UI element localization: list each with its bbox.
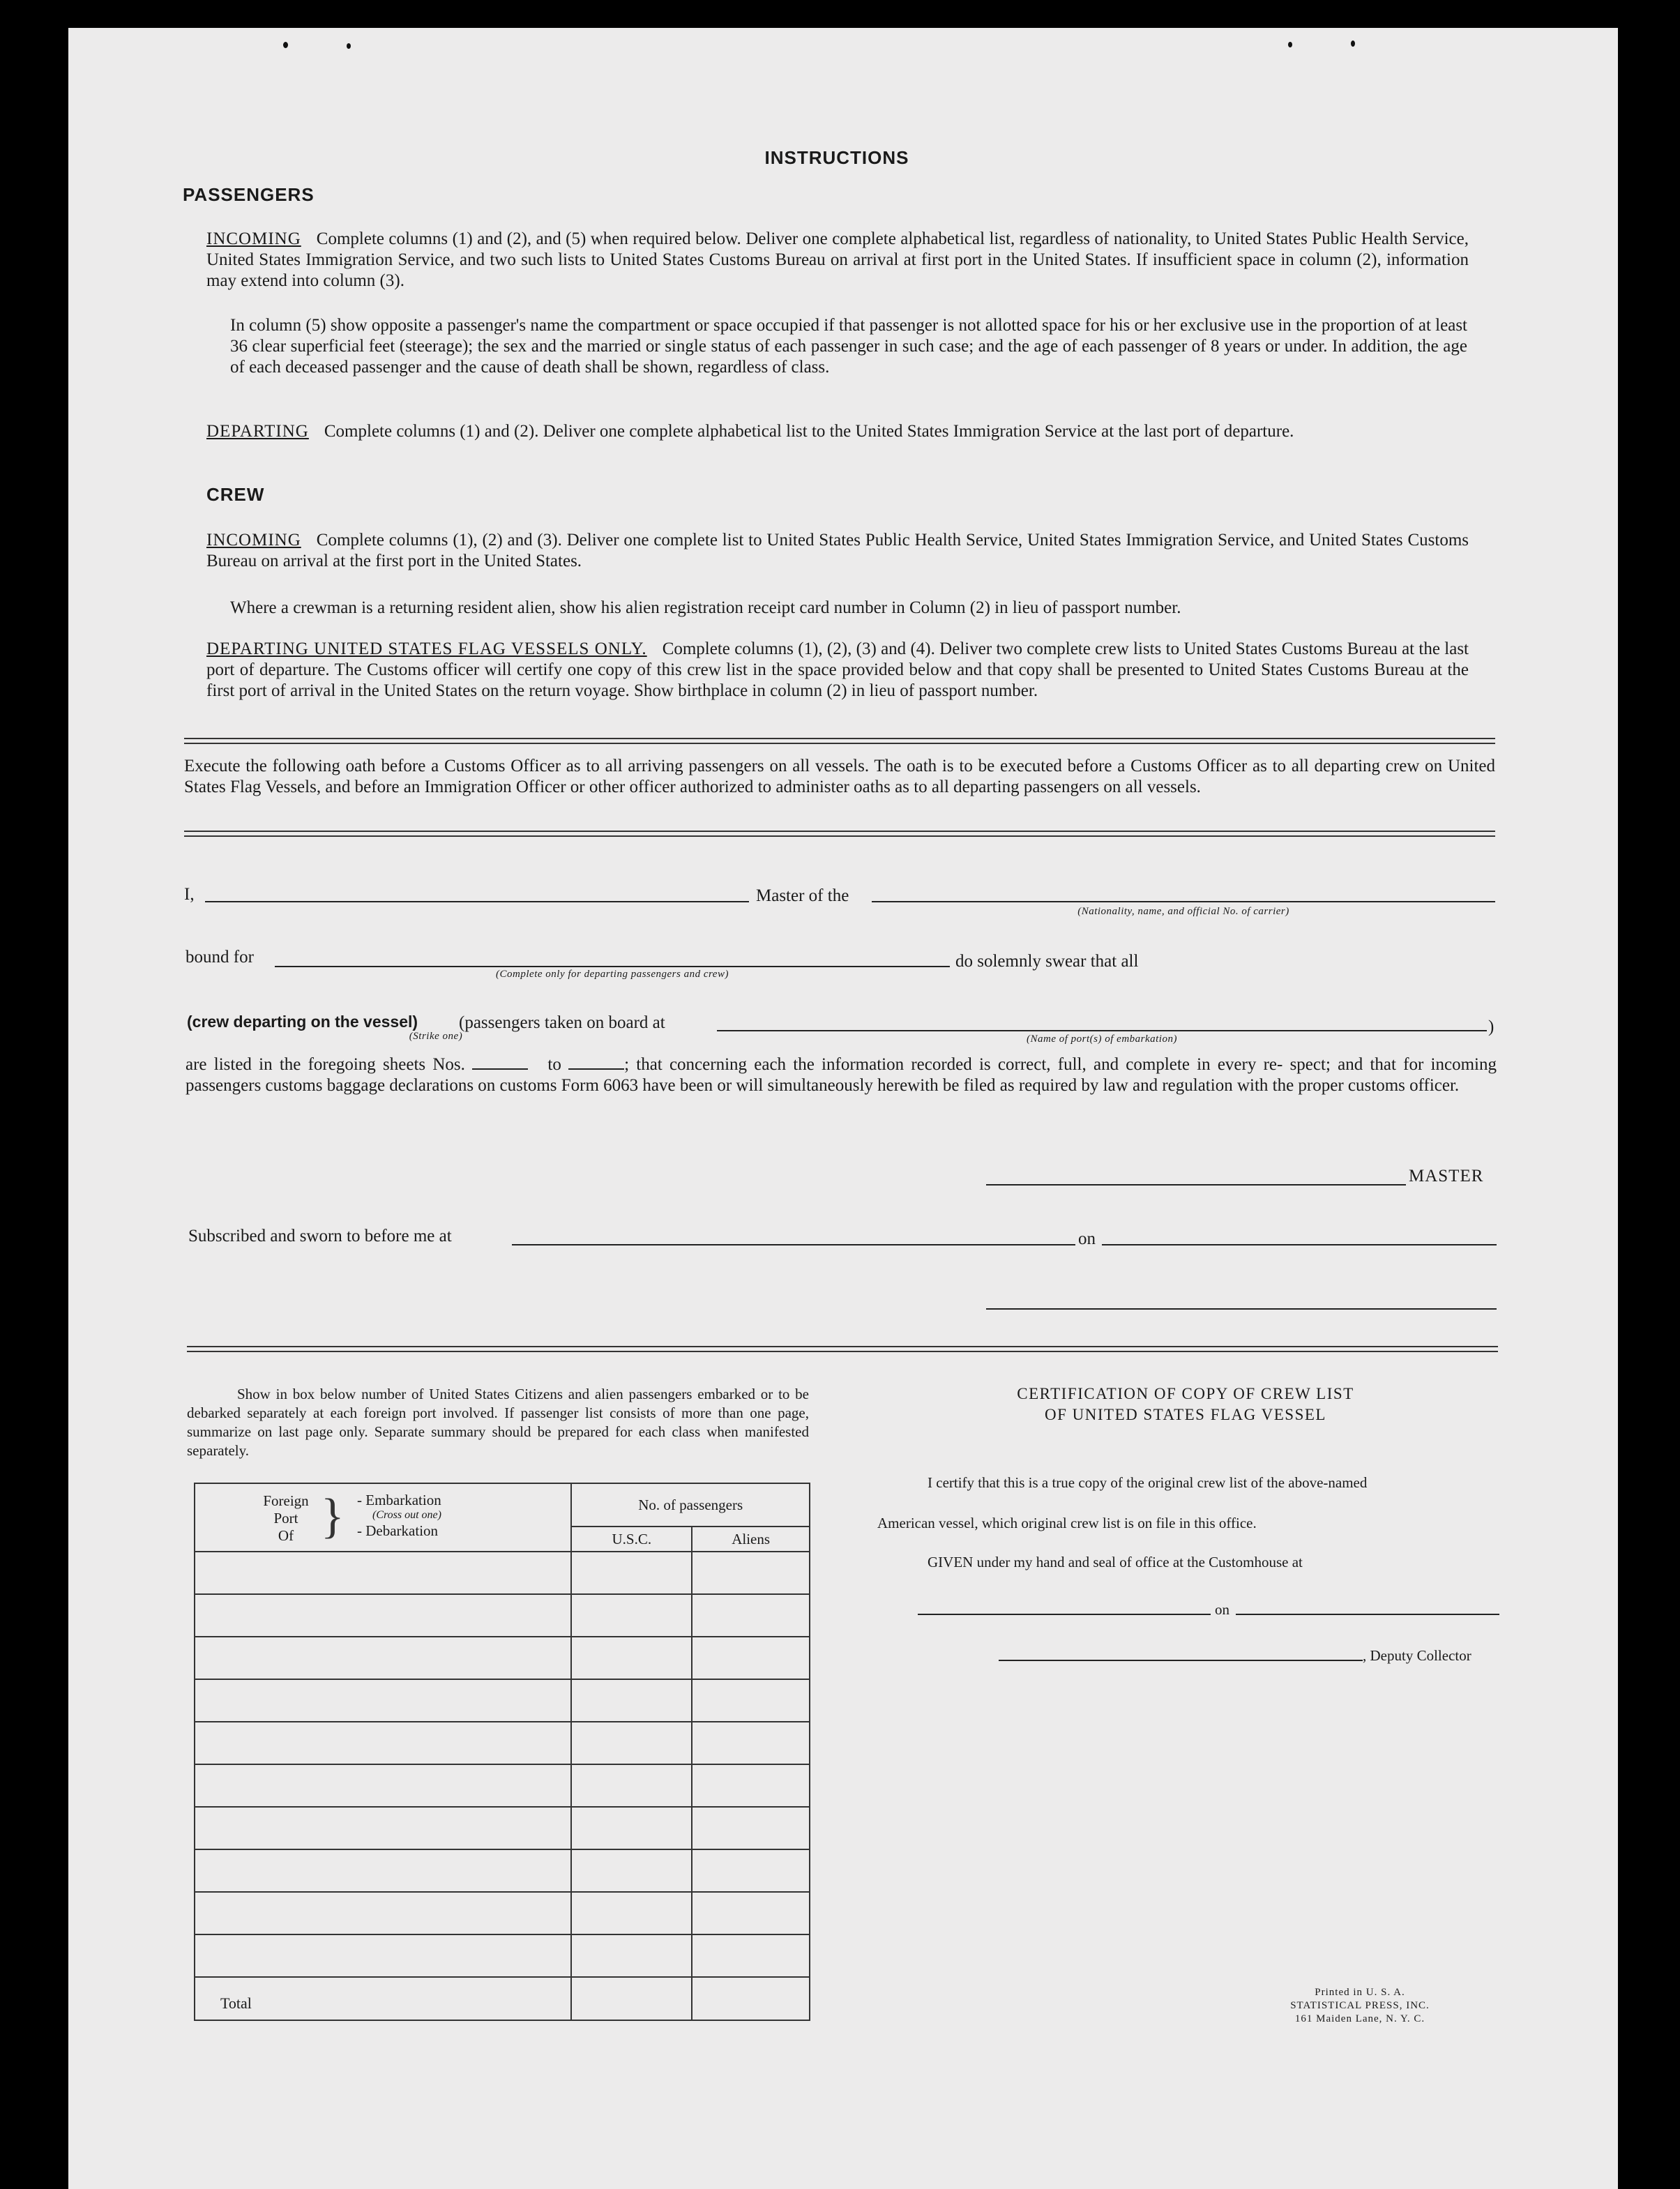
certification-heading-line2: OF UNITED STATES FLAG VESSEL [1045, 1406, 1326, 1423]
certify-line1: I certify that this is a true copy of the original crew list of the above-named [928, 1474, 1368, 1491]
crew-departing-text: Complete columns (1), (2), (3) and (4). Deliver two complete crew lists to United States Customs Bureau at the last port of departure. The Customs officer will certify one copy of this crew list in the space provided below and that copy shall be presented to United States Customs Bureau at the first port of arrival in the United States on the return voyage. Show birthplace in column (2) in lieu of passport number. [206, 639, 1469, 700]
passengers-column5-text: In column (5) show opposite a passenger's name the compartment or space occupied if that passenger is not allotted space for his or her exclusive use in the proportion of at least 36 clear superficial feet (steerage); the sex and the married or single status of each passenger in such case; and the age of each passenger of 8 years or under. In addition, the age of each deceased passenger and the cause of death shall be shown, regardless of class. [230, 316, 1467, 377]
passengers-incoming-paragraph [206, 229, 1469, 291]
foreign-port-label [258, 1492, 314, 1545]
port-cell[interactable] [195, 1722, 571, 1764]
sheet-to-field[interactable] [568, 1054, 624, 1070]
embarkation-port-field[interactable] [717, 1030, 1487, 1031]
oath-intro: Execute the following oath before a Customs Officer as to all arriving passengers on all vessels. The oath is to be executed before a Customs Officer as to all departing crew on United States Flag Vessels, and before an Immigration Officer or other officer authorized to administer oaths as to all departing passengers on all vessels. [184, 757, 1495, 796]
passengers-departing-text: Complete columns (1) and (2). Deliver one complete alphabetical list to the United States Immigration Service at the last port of departure. [324, 422, 1294, 441]
sheets-label: are listed in the foregoing sheets Nos. [186, 1055, 465, 1074]
usc-cell[interactable] [571, 1679, 692, 1722]
passenger-summary-table [194, 1483, 810, 2021]
printer-imprint [1255, 1986, 1465, 2026]
oath-i-label: I, [184, 885, 195, 904]
of-label: Of [278, 1527, 294, 1544]
usc-cell[interactable] [571, 1637, 692, 1679]
punch-mark [1351, 40, 1355, 47]
punch-mark [1288, 42, 1292, 47]
aliens-cell[interactable] [692, 1764, 810, 1807]
debarkation-label: - Debarkation [357, 1522, 439, 1539]
printer-line1: Printed in U. S. A. [1315, 1987, 1405, 1998]
usc-cell[interactable] [571, 1764, 692, 1807]
aliens-cell[interactable] [692, 1552, 810, 1594]
port-cell[interactable] [195, 1637, 571, 1679]
port-cell[interactable] [195, 1552, 571, 1594]
bound-for-field[interactable] [275, 966, 950, 967]
master-signature-field[interactable] [986, 1184, 1406, 1186]
crew-departing-paragraph [206, 639, 1469, 702]
usc-header: U.S.C. [571, 1527, 692, 1552]
usc-cell[interactable] [571, 1807, 692, 1849]
bound-for-caption: (Complete only for departing passengers and crew) [496, 969, 729, 980]
aliens-cell[interactable] [692, 1637, 810, 1679]
aliens-cell[interactable] [692, 1807, 810, 1849]
usc-cell[interactable] [571, 1934, 692, 1977]
usc-cell[interactable] [571, 1849, 692, 1892]
deputy-collector-label: , Deputy Collector [1363, 1647, 1471, 1664]
certification-heading-line1: CERTIFICATION OF COPY OF CREW LIST [1017, 1385, 1354, 1402]
port-cell[interactable] [195, 1679, 571, 1722]
printer-line2: STATISTICAL PRESS, INC. [1290, 2000, 1430, 2011]
strike-caption: (Strike one) [409, 1031, 463, 1042]
summary-instructions: Show in box below number of United States Citizens and alien passengers embarked or to be debarked separately at each foreign port involved. If passenger list consists of more than one page, summarize on last page only. Separate summary should be prepared for each class when manifested separately. [187, 1386, 809, 1459]
aliens-cell[interactable] [692, 1679, 810, 1722]
carrier-caption: (Nationality, name, and official No. of carrier) [1077, 906, 1289, 917]
embark-options [357, 1492, 441, 1538]
divider [187, 1346, 1498, 1352]
aliens-header: Aliens [692, 1527, 810, 1552]
oath-statement-line2: spect; and that for incoming passengers customs baggage declarations on customs Form 6063 have been or will simultaneously herewith be filed as required by law and regulation with the proper customs officer. [186, 1055, 1497, 1095]
crew-departing-label: DEPARTING UNITED STATES FLAG VESSELS ONLY. [206, 639, 647, 658]
officer-signature-field[interactable] [986, 1308, 1497, 1310]
foreign-label: Foreign [263, 1492, 309, 1509]
port-cell[interactable] [195, 1764, 571, 1807]
crew-heading: CREW [206, 484, 265, 505]
punch-mark [283, 42, 288, 48]
sworn-place-field[interactable] [512, 1244, 1075, 1245]
aliens-cell[interactable] [692, 1849, 810, 1892]
sheet-from-field[interactable] [472, 1054, 528, 1070]
crew-incoming-text: Complete columns (1), (2) and (3). Deliver one complete list to United States Public Health Service, United States Immigration Service, and United States Customs Bureau on arrival at the first port in the United States. [206, 531, 1469, 570]
passengers-incoming-text: Complete columns (1) and (2), and (5) when required below. Deliver one complete alphabetical list, regardless of nationality, to United States Public Health Service, United States Immigration Service, and two such lists to United States Customs Bureau on arrival at first port in the United States. If insufficient space in column (2), information may extend into column (3). [206, 229, 1469, 290]
certify-line2: American vessel, which original crew list is on file in this office. [877, 1515, 1257, 1531]
passengers-heading: PASSENGERS [183, 184, 315, 205]
crew-departing-choice: (crew departing on the vessel) [187, 1013, 418, 1031]
crew-incoming-label: INCOMING [206, 531, 301, 550]
swear-label: do solemnly swear that all [955, 952, 1139, 971]
usc-cell[interactable] [571, 1892, 692, 1934]
page-title: INSTRUCTIONS [764, 147, 909, 168]
usc-cell[interactable] [571, 1552, 692, 1594]
port-cell[interactable] [195, 1892, 571, 1934]
master-of-label: Master of the [756, 886, 849, 905]
embarkation-label: - Embarkation [357, 1492, 441, 1508]
no-passengers-header: No. of passengers [571, 1483, 810, 1527]
cert-on-label: on [1215, 1601, 1229, 1618]
usc-total-cell[interactable] [571, 1977, 692, 2020]
customhouse-field[interactable] [918, 1614, 1211, 1615]
foreign-port-header [195, 1483, 571, 1552]
usc-cell[interactable] [571, 1722, 692, 1764]
sworn-on-label: on [1078, 1229, 1096, 1248]
master-name-field[interactable] [205, 901, 749, 902]
port-label: Port [273, 1510, 298, 1527]
given-line: GIVEN under my hand and seal of office at the Customhouse at [928, 1554, 1303, 1570]
aliens-cell[interactable] [692, 1594, 810, 1637]
cross-out-caption: (Cross out one) [372, 1509, 441, 1521]
crew-resident-text: Where a crewman is a returning resident alien, show his alien registration receipt card number in Column (2) in lieu of passport number. [230, 598, 1181, 617]
printer-line3: 161 Maiden Lane, N. Y. C. [1294, 2013, 1425, 2024]
aliens-total-cell[interactable] [692, 1977, 810, 2020]
aliens-cell[interactable] [692, 1934, 810, 1977]
divider [184, 738, 1495, 744]
total-label: Total [195, 1977, 571, 2020]
divider [184, 831, 1495, 837]
crew-departing-option [187, 1011, 418, 1033]
to-label: to [547, 1055, 561, 1074]
subscribed-label: Subscribed and sworn to before me at [188, 1227, 452, 1245]
oath-statement-rest: ; that concerning each the information recorded is correct, full, and complete in every re- [624, 1055, 1283, 1074]
oath-statement [186, 1054, 1497, 1096]
crew-incoming-paragraph [206, 530, 1469, 572]
sworn-date-field[interactable] [1102, 1244, 1497, 1245]
passengers-incoming-label: INCOMING [206, 229, 301, 248]
passengers-departing-label: DEPARTING [206, 422, 309, 441]
deputy-signature-field[interactable] [999, 1660, 1363, 1661]
cert-date-field[interactable] [1236, 1614, 1499, 1615]
bound-for-label: bound for [186, 948, 254, 967]
port-cell[interactable] [195, 1934, 571, 1977]
certification-heading [907, 1384, 1465, 1425]
carrier-field[interactable] [872, 901, 1495, 902]
port-caption: (Name of port(s) of embarkation) [1027, 1033, 1177, 1045]
punch-mark [347, 43, 351, 49]
aliens-cell[interactable] [692, 1892, 810, 1934]
close-paren: ) [1488, 1017, 1494, 1036]
port-cell[interactable] [195, 1807, 571, 1849]
usc-cell[interactable] [571, 1594, 692, 1637]
passengers-departing-paragraph [206, 421, 1469, 442]
aliens-cell[interactable] [692, 1722, 810, 1764]
port-cell[interactable] [195, 1849, 571, 1892]
port-cell[interactable] [195, 1594, 571, 1637]
passengers-taken-label: (passengers taken on board at [459, 1013, 665, 1032]
brace-icon: } [321, 1490, 345, 1543]
master-label: MASTER [1409, 1167, 1484, 1186]
